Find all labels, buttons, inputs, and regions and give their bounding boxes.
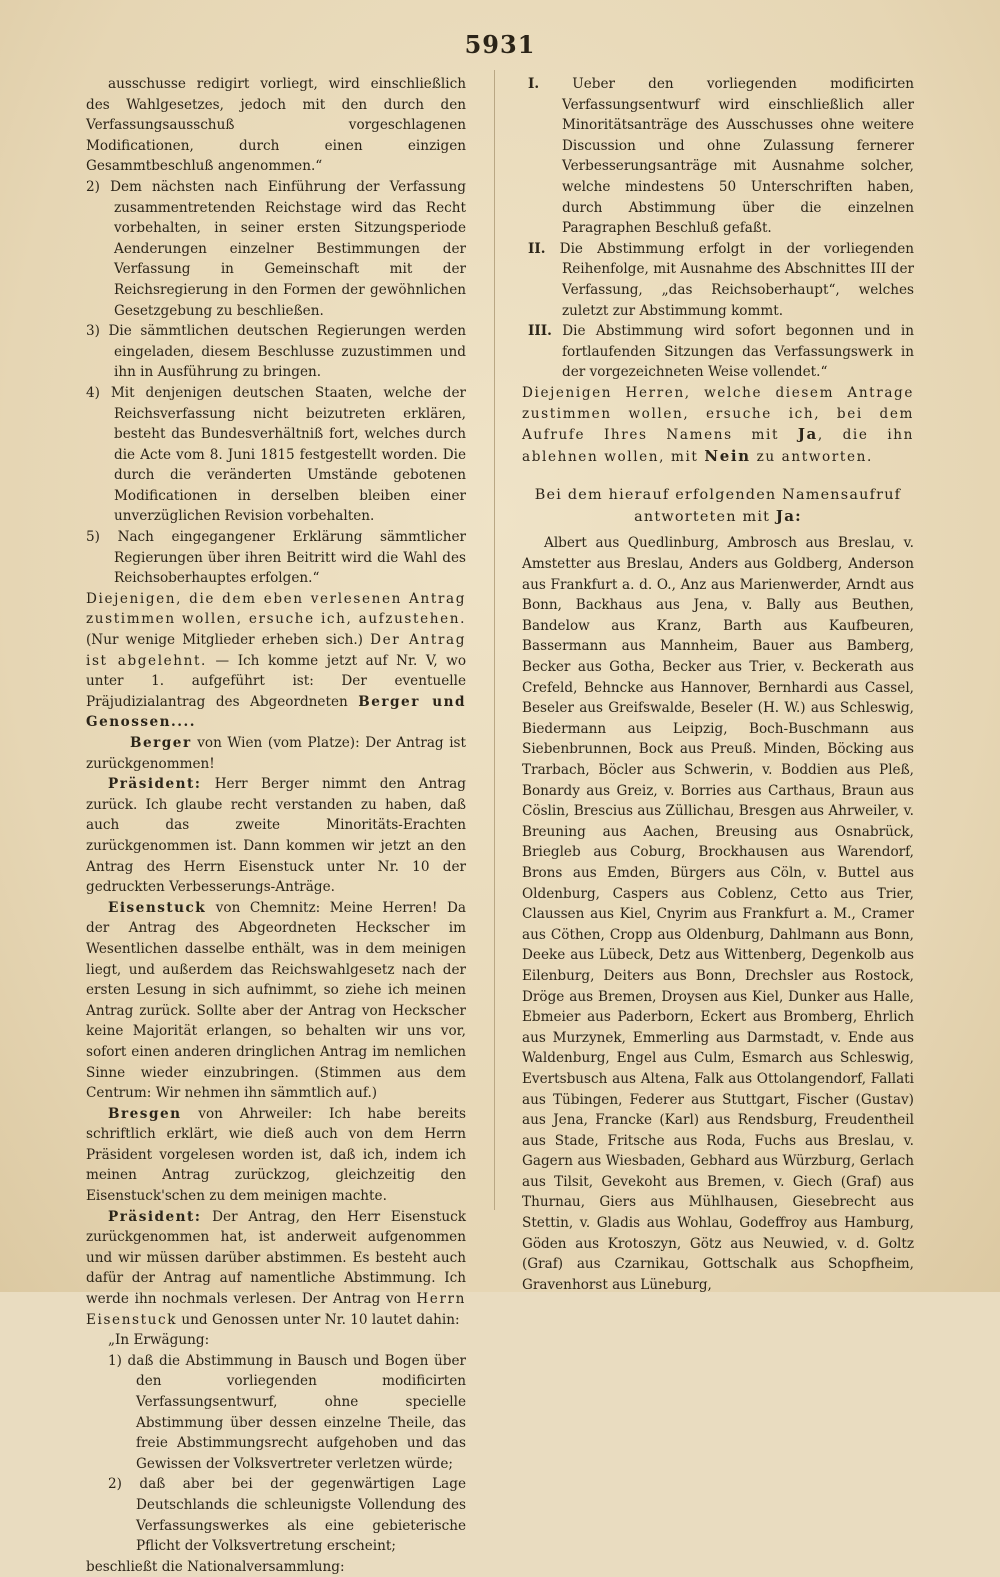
roman-item bbox=[522, 321, 914, 383]
roman-item bbox=[522, 239, 914, 321]
list-item bbox=[86, 1351, 466, 1475]
column-divider bbox=[494, 70, 495, 1210]
intro-paragraph: ausschusse redigirt vorliegt, wird einschließlich des Wahlgesetzes, jedoch mit den durch den Verfassungsausschuß vorgeschlagenen Modificationen, durch einen einzigen Gesammtbeschluß angenommen.“ bbox=[86, 76, 466, 175]
call-paragraph bbox=[522, 383, 914, 467]
vote-remark: (Nur wenige Mitglieder erheben sich.) bbox=[86, 632, 363, 649]
list-text: daß die Abstimmung in Bausch und Bogen über den vorliegenden modificirten Verfassungsentwurf, ohne specielle Abstimmung über dessen einzelne Theile, das freie Abstimmungsrecht aufgehoben und das Gewissen der Volksvertreter verletzen würde; bbox=[127, 1352, 466, 1472]
left-column bbox=[86, 74, 466, 1577]
list-item bbox=[86, 177, 466, 321]
list-number: 1) bbox=[108, 1352, 122, 1369]
page-number: 5931 bbox=[464, 30, 536, 59]
speech-text: von Ahrweiler: Ich habe bereits schriftlich erklärt, wie dieß auch von dem Herrn Präsident vorgelesen worden ist, daß ich, indem ich meinen Antrag zurückzog, gleichzeitig den Eisenstuck'schen zu dem meinigen machte. bbox=[86, 1105, 466, 1205]
roll-call-heading bbox=[522, 485, 914, 527]
vote-next: — Ich komme jetzt auf Nr. V, wo unter 1. aufgeführt ist: Der eventuelle Präjudizialantrag des Abgeordneten bbox=[86, 652, 467, 710]
speech-text: von Wien (vom Platze): Der Antrag ist zurückgenommen! bbox=[86, 735, 467, 772]
list-text: Mit denjenigen deutschen Staaten, welche der Reichsverfassung nicht beizutreten erklären, besteht das Bundesverhältniß fort, welches durch die Acte vom 8. Juni 1815 festgestellt worden. Die durch die veränderten Umstände gebotenen Modificationen in derselben bleiben einer unverzüglichen Revision vorbehalten. bbox=[110, 384, 466, 525]
speaker-name: Präsident: bbox=[108, 1208, 202, 1225]
vote-paragraph bbox=[86, 589, 466, 733]
list-item bbox=[86, 321, 466, 383]
speech-text: Der Antrag, den Herr Eisenstuck zurückgenommen hat, ist anderweit aufgenommen und wir müssen darüber abstimmen. Es besteht auch dafür der Antrag auf namentliche Abstimmung. Ich werde ihn nochmals verlesen. Der Antrag von bbox=[86, 1208, 466, 1308]
list-item bbox=[86, 527, 466, 589]
speaker-name: Eisenstuck bbox=[108, 899, 207, 916]
speech-president bbox=[86, 774, 466, 898]
roman-item bbox=[522, 74, 914, 239]
speech-president-2 bbox=[86, 1207, 466, 1331]
right-column bbox=[522, 74, 914, 1295]
names-list: Albert aus Quedlinburg, Ambrosch aus Breslau, v. Amstetter aus Breslau, Anders aus Goldberg, Anderson aus Frankfurt a. d. O., Anz aus Marienwerder, Arndt aus Bonn, Backhaus aus Jena, v. Bally aus Beuthen, Bandelow aus Kranz, Barth aus Kaufbeuren, Bassermann aus Mannheim, Bauer aus Bamberg, Becker aus Gotha, Becker aus Trier, v. Beckerath aus Crefeld, Behncke aus Hannover, Bernhardi aus Cassel, Beseler aus Greifswalde, Beseler (H. W.) aus Schleswig, Biedermann aus Leipzig, Boch-Buschmann aus Siebenbrunnen, Bock aus Preuß. Minden, Böcking aus Trarbach, Böcler aus Schwerin, v. Boddien aus Pleß, Bonardy aus Greiz, v. Borries aus Carthaus, Braun aus Cöslin, Brescius aus Züllichau, Bresgen aus Ahrweiler, v. Breuning aus Aachen, Breusing aus Osnabrück, Briegleb aus Coburg, Brockhausen aus Warendorf, Brons aus Emden, Bürgers aus Cöln, v. Buttel aus Oldenburg, Caspers aus Coblenz, Cetto aus Trier, Claussen aus Kiel, Cnyrim aus Frankfurt a. M., Cramer aus Cöthen, Cropp aus Oldenburg, Dahlmann aus Bonn, Deeke aus Lübeck, Detz aus Wittenberg, Degenkolb aus Eilenburg, Deiters aus Bonn, Drechsler aus Rostock, Dröge aus Bremen, Droysen aus Kiel, Dunker aus Halle, Ebmeier aus Paderborn, Eckert aus Bromberg, Ehrlich aus Murzynek, Emmerling aus Darmstadt, v. Ende aus Waldenburg, Engel aus Culm, Esmarch aus Schleswig, Evertsbusch aus Altena, Falk aus Ottolangendorf, Fallati aus Tübingen, Federer aus Stuttgart, Fischer (Gustav) aus Jena, Francke (Karl) aus Rendsburg, Freudentheil aus Stade, Fritsche aus Roda, Fuchs aus Breslau, v. Gagern aus Wiesbaden, Gebhard aus Würzburg, Gerlach aus Tilsit, Gevekoht aus Bremen, v. Giech (Graf) aus Thurnau, Giers aus Mühlhausen, Giesebrecht aus Stettin, v. Gladis aus Wohlau, Godeffroy aus Hamburg, Göden aus Krotoszyn, Götz aus Neuwied, v. d. Goltz (Graf) aus Czarnikau, Gottschalk aus Schopfheim, Gravenhorst aus Lüneburg, bbox=[522, 535, 914, 1293]
list-text: Nach eingegangener Erklärung sämmtlicher Regierungen über ihren Beitritt wird die Wahl des Reichsoberhauptes erfolgen.“ bbox=[114, 529, 466, 587]
list-text: daß aber bei der gegenwärtigen Lage Deutschlands die schleunigste Vollendung des Verfassungswerkes als eine gebieterische Pflicht der Volksvertretung erscheint; bbox=[136, 1476, 466, 1555]
call-nein: Nein bbox=[704, 446, 751, 465]
speech-text: von Chemnitz: Meine Herren! Da der Antrag des Abgeordneten Heckscher im Wesentlichen dasselbe enthält, was in dem meinigen liegt, und außerdem das Reichswahlgesetz nach der ersten Lesung in sich aufnimmt, so ziehe ich meinen Antrag zurück. Sollte aber der Antrag von Heckscher keine Majorität erlangen, so behalten wir uns vor, sofort einen anderen dringlichen Antrag im nemlichen Sinne wieder einzubringen. (Stimmen aus dem Centrum: Wir nehmen ihn sämmtlich auf.) bbox=[86, 899, 466, 1102]
roman-text: Ueber den vorliegenden modificirten Verfassungsentwurf wird einschließlich aller Minoritätsanträge des Ausschusses ohne weitere Discussion und ohne Zulassung fernerer Verbesserungsanträge mit Ausnahme solcher, welche mindestens 50 Unterschriften haben, durch Abstimmung über die einzelnen Paragraphen Beschluß gefaßt. bbox=[562, 76, 915, 237]
vote-text: Diejenigen, die dem eben verlesenen Antrag zustimmen wollen, ersuche ich, aufzustehen. bbox=[86, 590, 466, 628]
list-number: 2) bbox=[108, 1476, 122, 1493]
list-item bbox=[86, 383, 466, 527]
resolution-line: beschließt die Nationalversammlung: bbox=[86, 1558, 345, 1575]
list-number: 4) bbox=[86, 384, 100, 401]
list-number: 3) bbox=[86, 323, 100, 340]
call-ja: Ja bbox=[797, 425, 818, 444]
heading-ja: Ja: bbox=[775, 506, 802, 525]
speech-name-ref: Herrn Eisenstuck bbox=[86, 1291, 466, 1328]
vote-motion-name: Berger und Genossen.... bbox=[86, 693, 467, 731]
speaker-name: Berger bbox=[130, 735, 192, 751]
list-number: 2) bbox=[86, 178, 100, 195]
speech-text: Herr Berger nimmt den Antrag zurück. Ich glaube recht verstanden zu haben, daß auch das zweite Minoritäts-Erachten zurückgenommen ist. Dann kommen wir jetzt an den Antrag des Herrn Eisenstuck unter Nr. 10 der gedruckten Verbesserungs-Anträge. bbox=[86, 776, 466, 896]
roman-text: Die Abstimmung erfolgt in der vorliegenden Reihenfolge, mit Ausnahme des Abschnittes III der Verfassung, „das Reichsoberhaupt“, welches zuletzt zur Abstimmung kommt. bbox=[559, 240, 915, 319]
list-text: Dem nächsten nach Einführung der Verfassung zusammentretenden Reichstage wird das Recht vorbehalten, in seiner ersten Sitzungsperiode Aenderungen einzelner Bestimmungen der Verfassung in Gemeinschaft mit der Reichsregierung in den Formen der gewöhnlichen Gesetzgebung zu beschließen. bbox=[110, 178, 466, 319]
speaker-name: Bresgen bbox=[108, 1105, 182, 1122]
roman-number: I. bbox=[528, 76, 540, 92]
speech-bresgen bbox=[86, 1104, 466, 1207]
speech-berger bbox=[86, 733, 466, 774]
speaker-name: Präsident: bbox=[108, 776, 202, 793]
list-item bbox=[86, 1474, 466, 1556]
list-number: 5) bbox=[86, 529, 100, 546]
erwaegung-heading: „In Erwägung: bbox=[108, 1332, 210, 1349]
roman-number: II. bbox=[528, 240, 546, 257]
roman-text: Die Abstimmung wird sofort begonnen und in fortlaufenden Sitzungen das Verfassungswerk in der vorgezeichneten Weise vollendet.“ bbox=[562, 323, 914, 381]
speech-eisenstuck bbox=[86, 898, 466, 1104]
call-text-end: zu antworten. bbox=[756, 448, 873, 465]
list-text: Die sämmtlichen deutschen Regierungen werden eingeladen, diesem Beschlusse zuzustimmen und ihn in Ausführung zu bringen. bbox=[108, 323, 466, 381]
roman-number: III. bbox=[528, 323, 552, 340]
call-text: Diejenigen Herren, welche diesem Antrage zustimmen wollen, ersuche ich, bei dem Aufrufe Ihres Namens mit bbox=[522, 384, 914, 444]
heading-text: Bei dem hierauf erfolgenden Namensaufruf antworteten mit bbox=[534, 487, 902, 525]
vote-result: Der Antrag ist abgelehnt. bbox=[86, 632, 466, 669]
speech-text-end: und Genossen unter Nr. 10 lautet dahin: bbox=[181, 1311, 460, 1328]
call-text-mid: , die ihn ablehnen wollen, mit bbox=[522, 427, 914, 465]
